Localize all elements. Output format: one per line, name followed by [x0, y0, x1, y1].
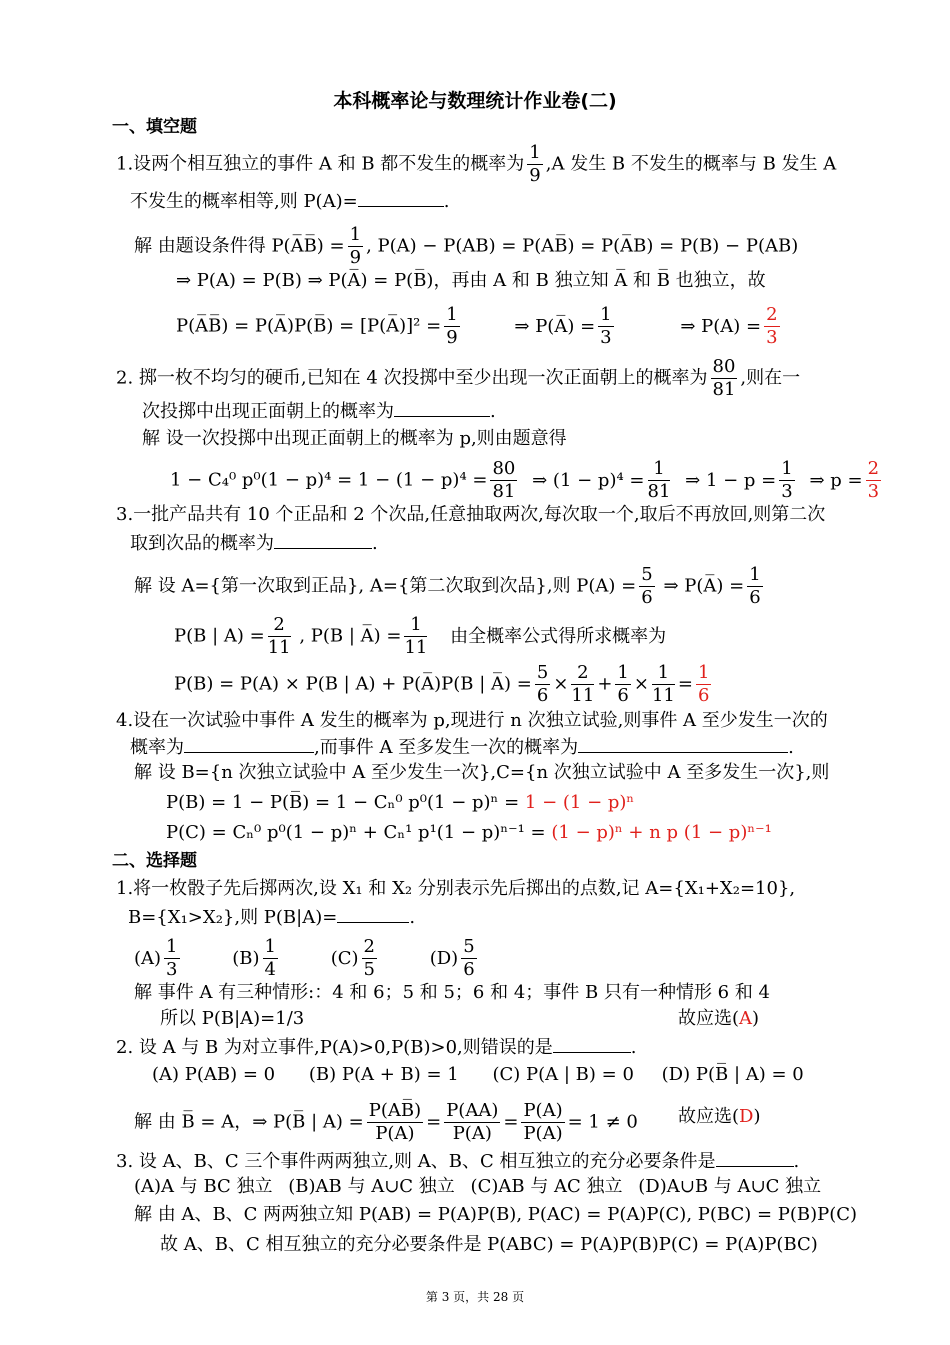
fill-q4-solution-line1: 解 设 B={n 次独立试验中 A 至少发生一次},C={n 次独立试验中 A 至多发生一次},则 [134, 762, 830, 783]
choice-q1-option-a[interactable]: (A) $\frac{1}{3}$ [134, 936, 178, 980]
choice-q1-answer: A [739, 1008, 753, 1029]
fill-q1-answer-blank[interactable] [358, 188, 444, 207]
fill-q4-answer-1: 1 − (1 − p)ⁿ [524, 792, 635, 813]
fill-q3-answer: $\frac{1}{6}$ [697, 662, 710, 706]
choice-q1-answer-blank[interactable] [337, 904, 409, 923]
choice-q2-option-b[interactable]: (B) P(A + B) = 1 [308, 1064, 459, 1085]
choice-q3-line1: 3. 设 A、B、C 三个事件两两独立,则 A、B、C 相互独立的充分必要条件是 . [116, 1148, 799, 1175]
choice-q2-answer-blank[interactable] [553, 1034, 631, 1053]
fill-q4-solution-line2: P(B) = 1 − P(B̅) = 1 − Cₙ⁰ p⁰(1 − p)ⁿ = 1 − (1 − p)ⁿ [166, 792, 635, 813]
fill-q3-solution-line1: 解 设 A={第一次取到正品}, A={第二次取到次品},则 P(A) = $\frac{5}{6}$ ⇒ P(A̅) = $\frac{1}{6}$ [134, 564, 761, 608]
choice-q3-option-c[interactable]: (C)AB 与 AC 独立 [470, 1176, 623, 1197]
page-footer: 第 3 页，共 28 页 [425, 1290, 525, 1304]
fill-q4-answer-2: (1 − p)ⁿ + n p (1 − p)ⁿ⁻¹ [551, 822, 772, 843]
fill-q4-answer-blank-1[interactable] [184, 734, 314, 753]
fill-q3-answer-blank[interactable] [274, 530, 372, 549]
choice-q1-options [134, 938, 480, 979]
choice-q3-option-b[interactable]: (B)AB 与 A∪C 独立 [288, 1176, 455, 1197]
fill-q4-line2: 概率为 ,而事件 A 至多发生一次的概率为 . [130, 734, 794, 761]
fill-q2-solution-line2: 1 − C₄⁰ p⁰(1 − p)⁴ = 1 − (1 − p)⁴ = $\frac{80}{81}$ ⇒ (1 − p)⁴ = $\frac{1}{81}$ ⇒ 1 − p = $\frac{1}{3}$ ⇒ p = $\frac{2}{3}$ [170, 458, 880, 502]
choice-q2-conclusion: 故应选(D) [678, 1106, 761, 1127]
choice-q2-answer: D [739, 1106, 754, 1127]
choice-q3-options [134, 1174, 821, 1200]
choice-q3-solution-line1: 解 由 A、B、C 两两独立知 P(AB) = P(A)P(B), P(AC) = P(A)P(C), P(BC) = P(B)P(C) [134, 1204, 858, 1225]
choice-q1-option-d[interactable]: (D) $\frac{5}{6}$ [429, 936, 475, 980]
choice-q2-line1: 2. 设 A 与 B 为对立事件,P(A)>0,P(B)>0,则错误的是 . [116, 1034, 637, 1061]
fill-q2-answer: $\frac{2}{3}$ [867, 458, 880, 502]
choice-q2-option-a[interactable]: (A) P(AB) = 0 [152, 1064, 276, 1085]
choice-q2-option-d[interactable]: (D) P(B̅ | A) = 0 [661, 1064, 804, 1085]
choice-q2-option-c[interactable]: (C) P(A | B) = 0 [492, 1064, 634, 1085]
fill-q4-answer-blank-2[interactable] [578, 734, 788, 753]
choice-q3-answer-blank[interactable] [716, 1148, 794, 1167]
section-choice-title: 二、选择题 [112, 851, 197, 871]
choice-q2-solution: 解 由 B̅ = A，⇒ P(B̅ | A) = $\frac{P(AB̅)}{P(A)}$ = $\frac{P(AA)}{P(A)}$ = $\frac{P(A)}{P(A)}$ = 1 ≠ 0 [134, 1100, 638, 1144]
fill-q3-line2: 取到次品的概率为 . [130, 530, 378, 557]
fill-q2-line1: 2. 掷一枚不均匀的硬币,已知在 4 次投掷中至少出现一次正面朝上的概率为 $\frac{80}{81}$ ,则在一 [116, 356, 801, 400]
fill-q1-fraction: $\frac{1}{9}$ [529, 142, 541, 186]
fill-q1-solution-line2: ⇒ P(A) = P(B) ⇒ P(A̅) = P(B̅)，再由 A 和 B 独立知 A̅ 和 B̅ 也独立，故 [176, 270, 766, 291]
choice-q3-option-a[interactable]: (A)A 与 BC 独立 [134, 1176, 273, 1197]
fill-q1-answer: $\frac{2}{3}$ [766, 304, 778, 348]
choice-q1-solution-line2: 所以 P(B|A)=1/3 [160, 1008, 305, 1029]
page-title: 本科概率论与数理统计作业卷(二) [333, 90, 617, 112]
choice-q1-option-b[interactable]: (B) $\frac{1}{4}$ [232, 936, 276, 980]
choice-q1-solution-line1: 解 事件 A 有三种情形:：4 和 6；5 和 5；6 和 4；事件 B 只有一种情形 6 和 4 [134, 982, 771, 1003]
fill-q1-solution-line1: 解 由题设条件得 P(A̅B̅) = $\frac{1}{9}$ , P(A) − P(AB) = P(AB̅) = P(A̅B) = P(B) − P(AB) [134, 224, 799, 268]
choice-q3-option-d[interactable]: (D)A∪B 与 A∪C 独立 [638, 1176, 822, 1197]
fill-q1-line2: 不发生的概率相等,则 P(A)= . [130, 188, 449, 215]
fill-q2-solution-line1: 解 设一次投掷中出现正面朝上的概率为 p,则由题意得 [142, 428, 567, 449]
fill-q1-solution-line3: P(A̅B̅) = P(A̅)P(B̅) = [P(A̅)]² = $\frac{1}{9}$ ⇒ P(A̅) = $\frac{1}{3}$ ⇒ P(A) = $\frac{2}{3}$ [176, 304, 778, 348]
choice-q1-option-c[interactable]: (C) $\frac{2}{5}$ [330, 936, 375, 980]
fill-q3-solution-line2: P(B | A) = $\frac{2}{11}$ , P(B | A̅) = $\frac{1}{11}$ 由全概率公式得所求概率为 [174, 614, 667, 658]
section-fill-in-title: 一、填空题 [112, 117, 197, 137]
choice-q1-line2: B={X₁>X₂},则 P(B|A)= . [128, 904, 415, 931]
fill-q4-solution-line3: P(C) = Cₙ⁰ p⁰(1 − p)ⁿ + Cₙ¹ p¹(1 − p)ⁿ⁻¹ = (1 − p)ⁿ + n p (1 − p)ⁿ⁻¹ [166, 822, 772, 843]
fill-q2-answer-blank[interactable] [394, 398, 490, 417]
fill-q3-solution-line3: P(B) = P(A) × P(B | A) + P(A̅)P(B | A̅) = $\frac{5}{6}$ × $\frac{2}{11}$ + $\frac{1}{6}$ × $\frac{1}{11}$ = $\frac{1}{6}$ [174, 662, 710, 706]
fill-q1-text-a: 1.设两个相互独立的事件 A 和 B 都不发生的概率为 [116, 153, 525, 175]
choice-q1-conclusion: 故应选(A) [678, 1008, 760, 1029]
fill-q1-text-b: ,A 发生 B 不发生的概率与 B 发生 A [545, 153, 837, 175]
choice-q3-solution-line2: 故 A、B、C 相互独立的充分必要条件是 P(ABC) = P(A)P(B)P(C) = P(A)P(BC) [160, 1234, 818, 1255]
fill-q3-line1: 3.一批产品共有 10 个正品和 2 个次品,任意抽取两次,每次取一个,取后不再放回,则第二次 [116, 504, 826, 525]
choice-q1-line1: 1.将一枚骰子先后掷两次,设 X₁ 和 X₂ 分别表示先后掷出的点数,记 A={X₁+X₂=10}, [116, 878, 796, 899]
fill-q1-line1 [116, 144, 836, 185]
fill-q4-line1: 4.设在一次试验中事件 A 发生的概率为 p,现进行 n 次独立试验,则事件 A 至少发生一次的 [116, 710, 828, 731]
choice-q2-options [152, 1062, 804, 1088]
fill-q2-line2: 次投掷中出现正面朝上的概率为 . [142, 398, 496, 425]
